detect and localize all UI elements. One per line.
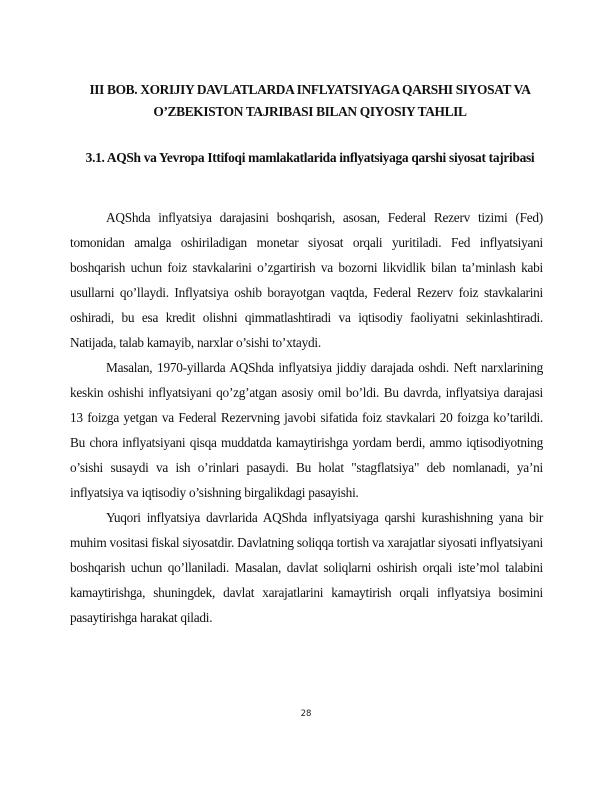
- section-title: 3.1. AQSh va Yevropa Ittifoqi mamlakatlarida inflyatsiyaga qarshi siyosat tajribasi: [85, 150, 535, 165]
- paragraph: AQShda inflyatsiya darajasini boshqarish, asosan, Federal Rezerv tizimi (Fed) tomonidan amalga oshiriladigan monetar siyosat orqali yuritiladi. Fed inflyatsiyani boshqarish uchun foiz stavkalarini o’zgartirish va bozorni likvidlik bilan ta’minlash kabi usullarni qo’llaydi. Inflyatsiya oshib borayotgan vaqtda, Federal Rezerv foiz stavkalarini oshiradi, bu esa kredit olishni qimmatlashtiradi va iqtisodiy faoliyatni sekinlashtiradi. Natijada, talab kamayib, narxlar o’sishi to’xtaydi.: [70, 210, 543, 350]
- chapter-title: III BOB. XORIJIY DAVLATLARDA INFLYATSIYAGA QARSHI SIYOSAT VA O’ZBEKISTON TAJRIBASI BILAN QIYOSIY TAHLIL: [89, 82, 531, 119]
- paragraph: Yuqori inflyatsiya davrlarida AQShda inflyatsiyaga qarshi kurashishning yana bir muhim vositasi fiskal siyosatdir. Davlatning soliqqa tortish va xarajatlar siyosati inflyatsiyani boshqarish uchun qo’llaniladi. Masalan, davlat soliqlarni oshirish orqali iste’mol talabini kamaytirishga, shuningdek, davlat xarajatlarini kamaytirish orqali inflyatsiya bosimini pasaytirishga harakat qiladi.: [70, 510, 543, 625]
- paragraph: Masalan, 1970-yillarda AQShda inflyatsiya jiddiy darajada oshdi. Neft narxlarining keskin oshishi inflyatsiyani qo’zg’atgan asosiy omil bo’ldi. Bu davrda, inflyatsiya darajasi 13 foizga yetgan va Federal Rezervning javobi sifatida foiz stavkalari 20 foizga ko’tarildi. Bu chora inflyatsiyani qisqa muddatda kamaytirishga yordam berdi, ammo iqtisodiyotning o’sishi susaydi va ish o’rinlari pasaydi. Bu holat "stagflatsiya" deb nomlanadi, ya’ni inflyatsiya va iqtisodiy o’sishning birgalikdagi pasayishi.: [70, 360, 543, 500]
- body-text: [70, 205, 543, 630]
- page-number: 28: [300, 709, 312, 719]
